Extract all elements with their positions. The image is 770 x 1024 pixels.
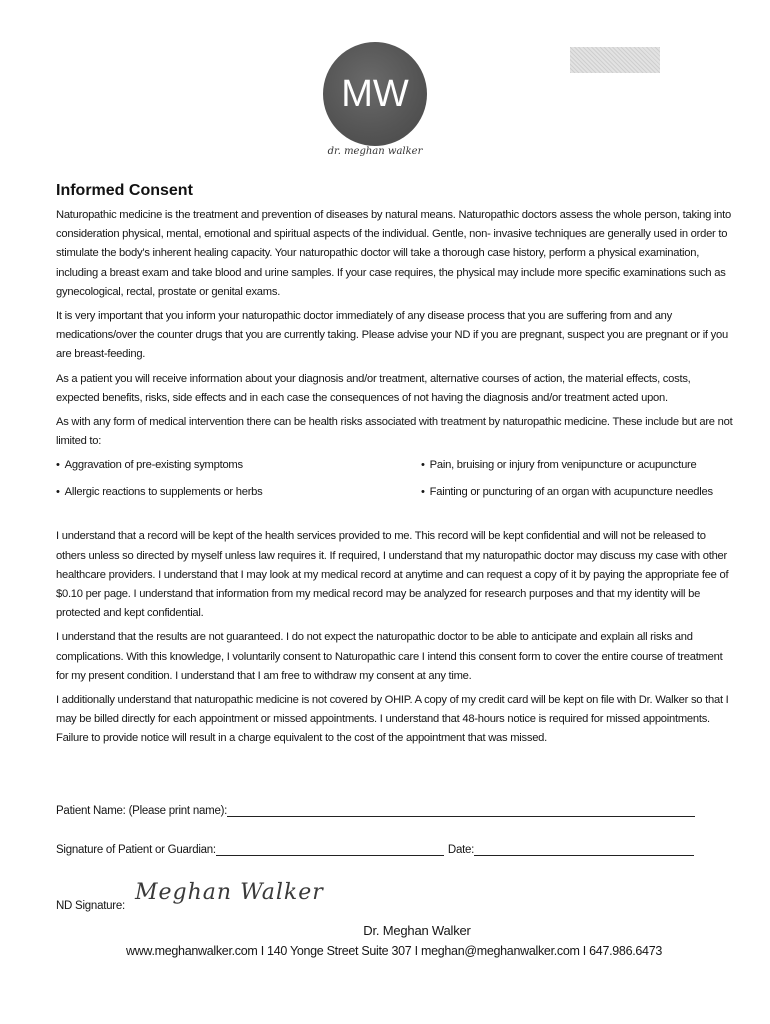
risk-list (56, 456, 736, 501)
footer-doctor-name: Dr. Meghan Walker (363, 923, 471, 938)
document-title: Informed Consent (56, 182, 193, 199)
logo-circle (323, 42, 427, 146)
document-body (56, 182, 736, 754)
paragraph-disclosure: It is very important that you inform your naturopathic doctor immediately of any disease process that you are suffering from and any medications/over the counter drugs that you are currently taking. Please advise your ND if you are pregnant, suspect you are pregnant or if you are breast-feeding. (56, 310, 728, 361)
patient-name-field[interactable] (227, 804, 695, 817)
patient-name-row (56, 804, 695, 817)
paragraph-records: I understand that a record will be kept of the health services provided to me. This record will be kept confidential and will not be released to others unless so directed by myself unless law requires it. If required, I understand that my naturopathic doctor may discuss my case with other healthcare providers. I understand that I may look at my medical record at anytime and can request a copy of it by paying the appropriate fee of $0.10 per page. I understand that information from my medical record may be analyzed for research purposes and that my identity will be protected and kept confidential. (56, 530, 729, 620)
paragraph-intro: Naturopathic medicine is the treatment and prevention of diseases by natural means. Naturopathic doctors assess the whole person, taking into consideration physical, mental, emotional and spiritual aspects of the individual. Gentle, non- invasive techniques are generally used in order to stimulate the body’s inherent healing capacity. Your naturopathic doctor will take a thorough case history, perform a physical examination, including a breast exam and take blood and urine samples. If your case requires, the physical may include more specific examinations such as gynecological, rectal, prostate or genital exams. (56, 209, 731, 298)
paragraph-results: I understand that the results are not guaranteed. I do not expect the naturopathic doctor to be able to anticipate and explain all risks and complications. With this knowledge, I voluntarily consent to Naturopathic care I intend this consent form to cover the entire course of treatment for my present condition. I understand that I am free to withdraw my consent at any time. (56, 631, 723, 682)
footer-contact: www.meghanwalker.com I 140 Yonge Street Suite 307 I meghan@meghanwalker.com I 647.986.6473 (125, 944, 663, 958)
redaction-box (570, 47, 660, 73)
list-item: • Pain, bruising or injury from venipuncture or acupuncture (421, 459, 697, 472)
list-item: • Fainting or puncturing of an organ with acupuncture needles (421, 486, 713, 499)
signature-field[interactable] (216, 843, 444, 856)
logo-mark: MW (341, 72, 409, 115)
list-item: • Allergic reactions to supplements or herbs (56, 486, 263, 499)
nd-signature-label: ND Signature: (56, 900, 125, 912)
signature-row (56, 843, 694, 856)
consent-section (56, 527, 736, 748)
patient-name-label: Patient Name: (Please print name): (56, 805, 228, 817)
paragraph-patient-info: As a patient you will receive information about your diagnosis and/or treatment, alternative courses of action, the material effects, costs, expected benefits, risks, side effects and in each case the consequences of not having the diagnosis and/or treatment acted upon. (56, 372, 691, 404)
paragraph-risks: As with any form of medical intervention there can be health risks associated with treatment by naturopathic medicine. These include but are not limited to: (56, 416, 733, 448)
logo-name: dr. meghan walker (327, 146, 423, 157)
list-item: • Aggravation of pre-existing symptoms (56, 459, 243, 472)
paragraph-billing: I additionally understand that naturopathic medicine is not covered by OHIP. A copy of my credit card will be kept on file with Dr. Walker so that I may be billed directly for each appointment or missed appointments. I understand that 48-hours notice is required for missed appointments. Failure to provide notice will result in a charge equivalent to the cost of the appointment that was missed. (56, 694, 729, 745)
nd-signature: Meghan Walker (135, 880, 324, 905)
date-field[interactable] (474, 843, 694, 856)
nd-signature-row (56, 900, 125, 912)
logo (320, 42, 430, 160)
date-label: Date: (447, 844, 475, 856)
signature-label: Signature of Patient or Guardian: (56, 844, 216, 856)
